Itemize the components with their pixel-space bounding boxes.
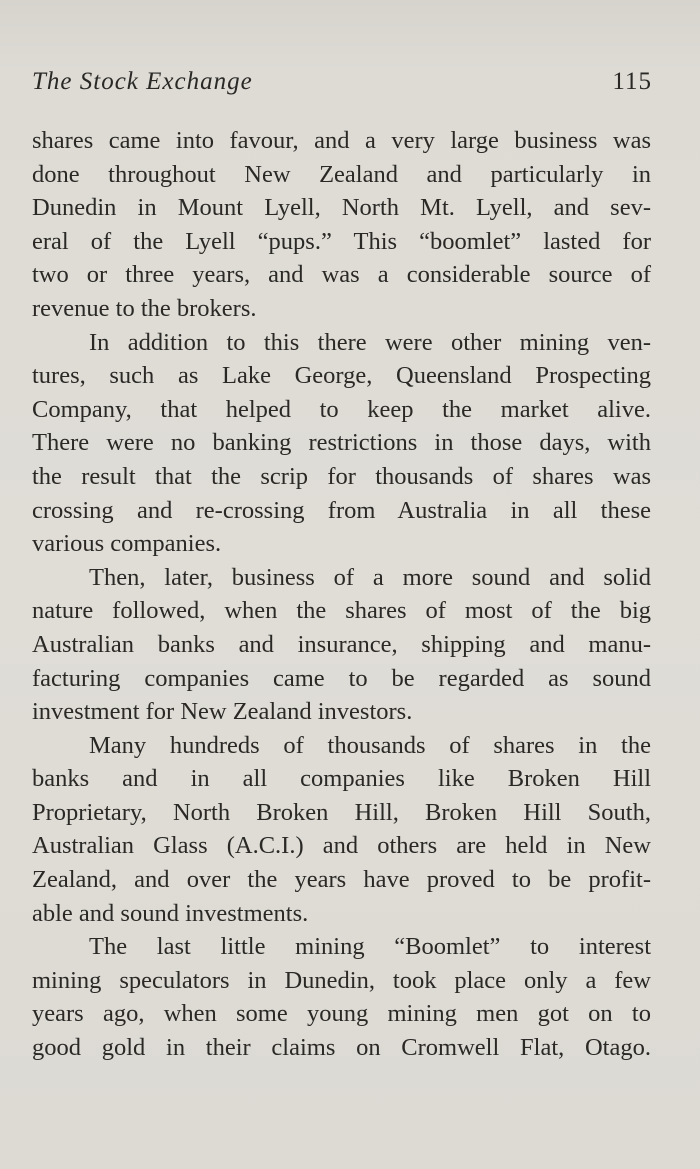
text-line: shares came into favour, and a very large business was	[32, 127, 651, 154]
text-line: facturing companies came to be regarded as sound	[32, 664, 651, 692]
text-line: nature followed, when the shares of most of the big	[32, 597, 651, 625]
text-line: The last little mining “Boomlet” to interest	[89, 933, 651, 961]
text-line: various companies.	[32, 530, 222, 558]
body-text	[32, 124, 651, 1065]
text-line: Zealand, and over the years have proved to be profit-	[32, 866, 651, 894]
text-line: banks and in all companies like Broken Hill	[32, 765, 651, 793]
text-line: There were no banking restrictions in those days, with	[32, 429, 651, 457]
text-line: Proprietary, North Broken Hill, Broken Hill South,	[32, 798, 651, 826]
text-line: Australian banks and insurance, shipping and manu-	[32, 630, 651, 658]
text-line: years ago, when some young mining men got on to	[32, 1000, 651, 1028]
text-line: In addition to this there were other mining ven-	[89, 328, 651, 356]
text-line: Then, later, business of a more sound and solid	[89, 563, 651, 591]
page-number: 115	[612, 68, 652, 95]
text-line: Company, that helped to keep the market alive.	[32, 395, 651, 423]
running-title: The Stock Exchange	[32, 68, 253, 95]
text-line: two or three years, and was a considerable source of	[32, 261, 651, 289]
text-line: mining speculators in Dunedin, took place only a few	[32, 966, 651, 994]
text-line: investment for New Zealand investors.	[32, 698, 413, 726]
text-line: Many hundreds of thousands of shares in the	[89, 731, 651, 759]
text-line: the result that the scrip for thousands of shares was	[32, 462, 651, 490]
page-header	[32, 68, 652, 96]
text-line: done throughout New Zealand and particularly in	[32, 160, 651, 188]
text-line: revenue to the brokers.	[32, 294, 257, 322]
text-line: tures, such as Lake George, Queensland Prospecting	[32, 362, 651, 390]
text-line: Australian Glass (A.C.I.) and others are held in New	[32, 832, 651, 860]
text-line: able and sound investments.	[32, 899, 309, 927]
text-line: eral of the Lyell “pups.” This “boomlet” lasted for	[32, 227, 651, 255]
text-line: Dunedin in Mount Lyell, North Mt. Lyell, and sev-	[32, 194, 651, 222]
text-line: crossing and re-crossing from Australia in all these	[32, 496, 651, 524]
text-line: good gold in their claims on Cromwell Flat, Otago.	[32, 1034, 651, 1062]
